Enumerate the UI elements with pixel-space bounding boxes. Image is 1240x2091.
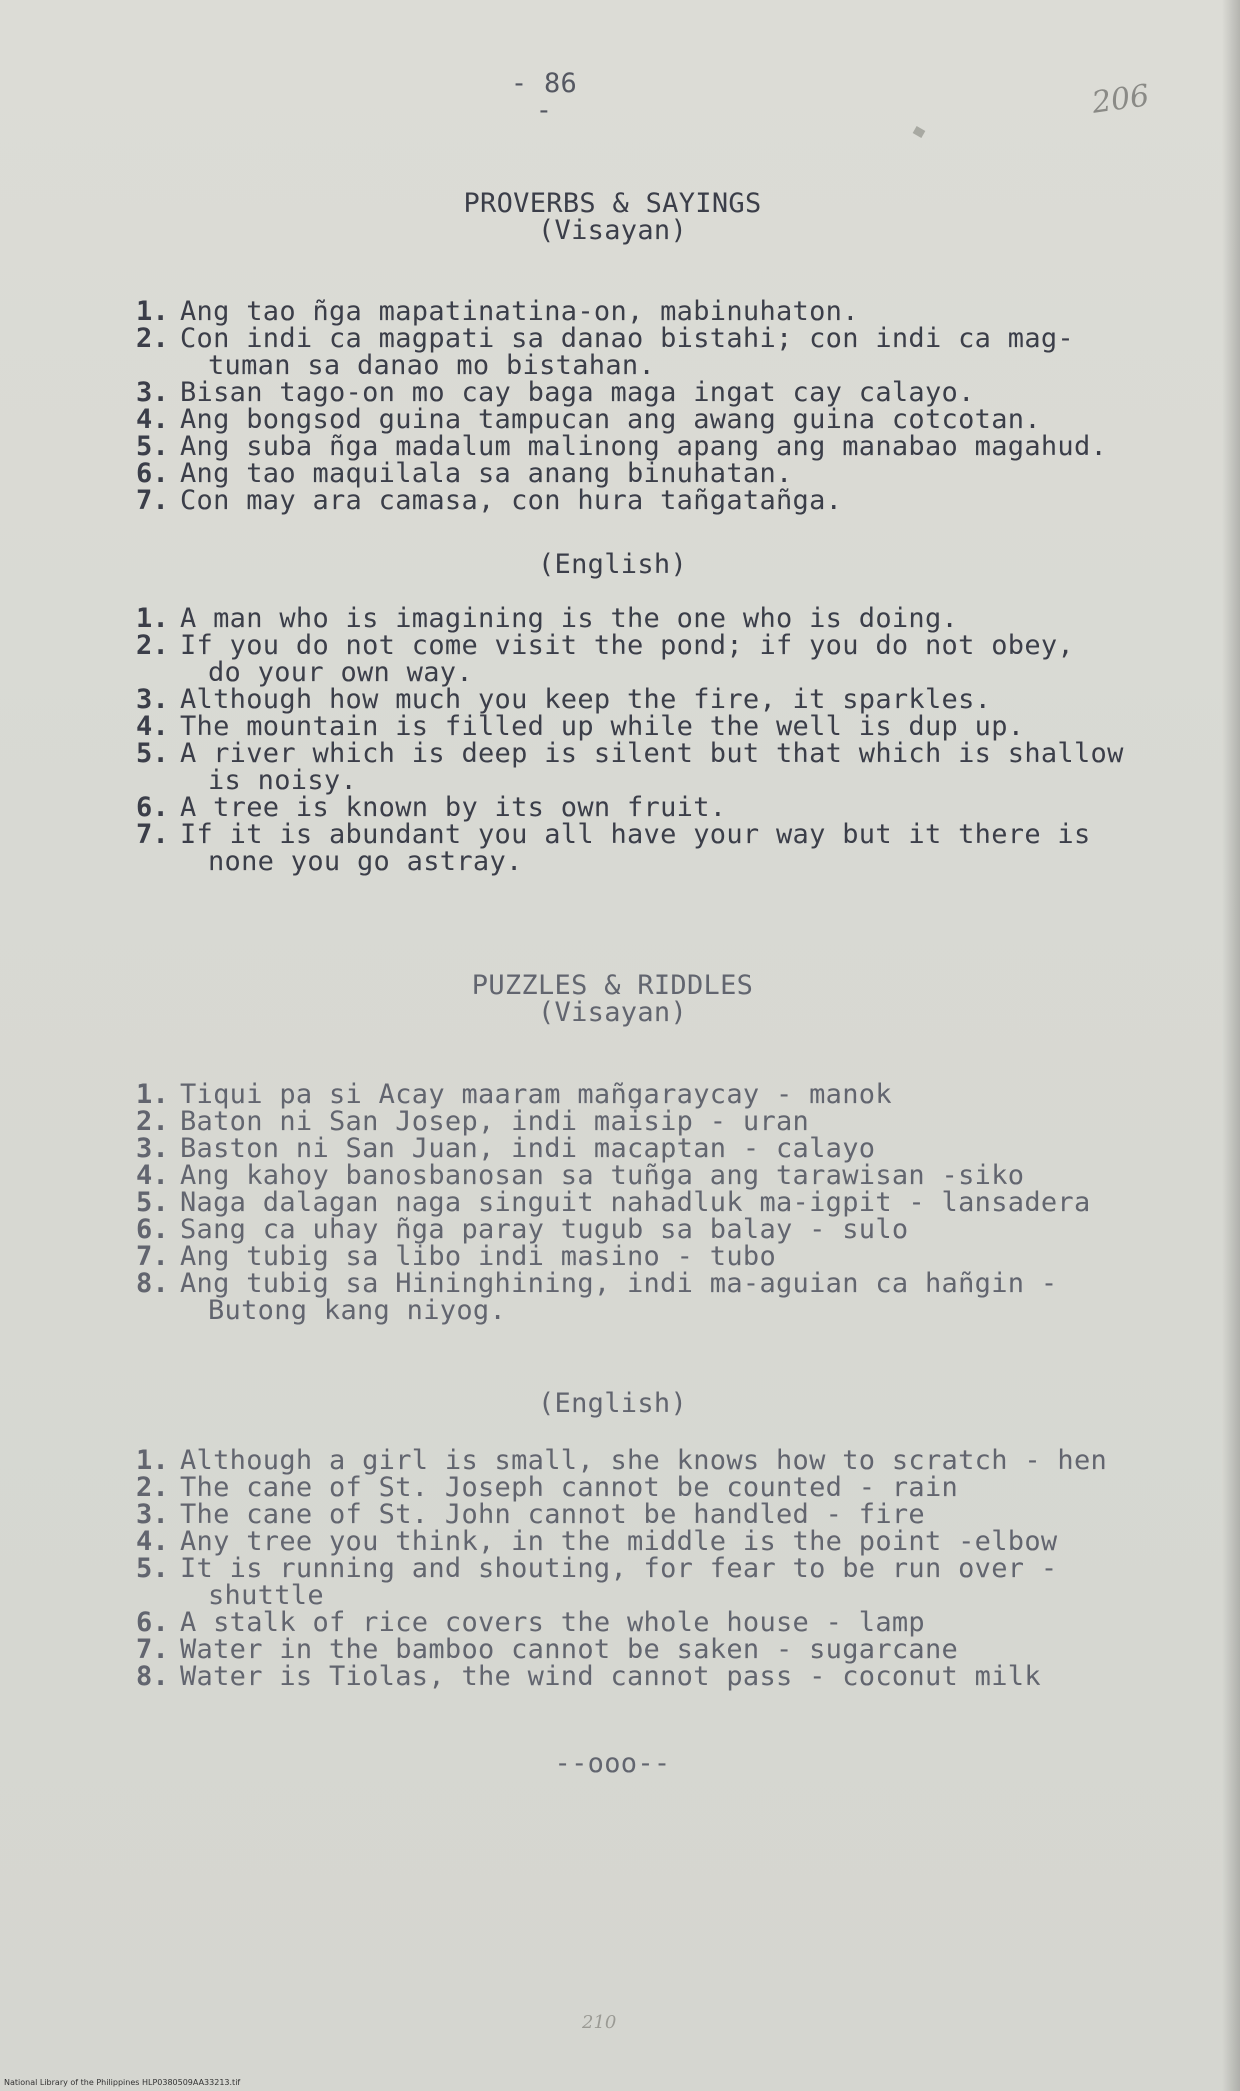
- item-number: 1.: [136, 296, 170, 327]
- item-number: 4.: [136, 404, 170, 435]
- item-continuation: do your own way.: [208, 657, 473, 688]
- item-continuation: tuman sa danao mo bistahan.: [208, 350, 655, 381]
- item-number: 5.: [136, 1553, 170, 1584]
- list-item: [136, 1216, 1091, 1243]
- proverbs-english-label: (English): [538, 549, 687, 580]
- list-item: [136, 433, 1107, 460]
- archive-footer: National Library of the Philippines HLP0380509AA33213.tif: [4, 2078, 241, 2087]
- item-number: 7.: [136, 819, 170, 850]
- item-text: The cane of St. John cannot be handled - fire: [180, 1499, 925, 1530]
- item-text: Ang suba ñga madalum malinong apang ang manabao magahud.: [180, 431, 1108, 462]
- list-item: [136, 1501, 1107, 1528]
- puzzles-title: PUZZLES & RIDDLES: [471, 970, 754, 1001]
- item-number: 4.: [136, 1526, 170, 1557]
- list-item: [136, 794, 1124, 821]
- item-text: Ang tubig sa libo indi masino - tubo: [180, 1241, 776, 1272]
- list-item: [136, 686, 1124, 713]
- item-number: 3.: [136, 684, 170, 715]
- list-item: [136, 821, 1124, 875]
- proverbs-visayan-list: [136, 298, 1107, 514]
- item-text: The cane of St. Joseph cannot be counted - rain: [180, 1472, 959, 1503]
- item-continuation: is noisy.: [208, 765, 357, 796]
- item-text: Tiqui pa si Acay maaram mañgaraycay - manok: [180, 1079, 892, 1110]
- list-item: [136, 1243, 1091, 1270]
- item-number: 1.: [136, 603, 170, 634]
- list-item: [136, 1135, 1091, 1162]
- page-number: - 86 -: [510, 68, 578, 126]
- list-item: [136, 1474, 1107, 1501]
- item-text: Ang kahoy banosbanosan sa tuñga ang tarawisan -siko: [180, 1160, 1025, 1191]
- list-item: [136, 1189, 1091, 1216]
- puzzles-english-label: (English): [538, 1388, 687, 1419]
- list-item: [136, 460, 1107, 487]
- list-item: [136, 1636, 1107, 1663]
- ending-mark: --ooo--: [554, 1748, 671, 1779]
- item-text: Bisan tago-on mo cay baga maga ingat cay calayo.: [180, 377, 975, 408]
- item-text: Ang bongsod guina tampucan ang awang guina cotcotan.: [180, 404, 1041, 435]
- list-item: [136, 1447, 1107, 1474]
- ink-smudge: [913, 126, 926, 138]
- item-continuation: none you go astray.: [208, 846, 523, 877]
- list-item: [136, 632, 1124, 686]
- item-number: 7.: [136, 485, 170, 516]
- item-number: 5.: [136, 431, 170, 462]
- proverbs-visayan-label: (Visayan): [538, 215, 687, 246]
- item-text: A tree is known by its own fruit.: [180, 792, 727, 823]
- item-text: Naga dalagan naga singuit nahadluk ma-igpit - lansadera: [180, 1187, 1091, 1218]
- list-item: [136, 713, 1124, 740]
- item-number: 3.: [136, 1133, 170, 1164]
- item-text: Con may ara camasa, con hura tañgatañga.: [180, 485, 843, 516]
- item-text: A man who is imagining is the one who is doing.: [180, 603, 959, 634]
- item-text: Con indi ca magpati sa danao bistahi; con indi ca mag-: [180, 323, 1074, 354]
- item-number: 3.: [136, 377, 170, 408]
- list-item: [136, 740, 1124, 794]
- puzzles-visayan-label: (Visayan): [538, 997, 687, 1028]
- item-text: A stalk of rice covers the whole house - lamp: [180, 1607, 925, 1638]
- list-item: [136, 1528, 1107, 1555]
- item-text: Baston ni San Juan, indi macaptan - calayo: [180, 1133, 876, 1164]
- item-text: Although a girl is small, she knows how to scratch - hen: [180, 1445, 1108, 1476]
- proverbs-english-list: [136, 605, 1124, 875]
- list-item: [136, 298, 1107, 325]
- list-item: [136, 1555, 1107, 1609]
- item-text: A river which is deep is silent but that which is shallow: [180, 738, 1124, 769]
- list-item: [136, 1108, 1091, 1135]
- item-text: Although how much you keep the fire, it sparkles.: [180, 684, 992, 715]
- item-number: 6.: [136, 1607, 170, 1638]
- item-number: 2.: [136, 323, 170, 354]
- item-number: 3.: [136, 1499, 170, 1530]
- proverbs-title: PROVERBS & SAYINGS: [463, 188, 762, 219]
- item-continuation: Butong kang niyog.: [208, 1295, 506, 1326]
- item-number: 4.: [136, 1160, 170, 1191]
- list-item: [136, 1162, 1091, 1189]
- list-item: [136, 379, 1107, 406]
- list-item: [136, 406, 1107, 433]
- item-number: 6.: [136, 792, 170, 823]
- item-number: 5.: [136, 1187, 170, 1218]
- puzzles-english-list: [136, 1447, 1107, 1690]
- item-number: 2.: [136, 1106, 170, 1137]
- item-number: 2.: [136, 630, 170, 661]
- item-text: If you do not come visit the pond; if you do not obey,: [180, 630, 1074, 661]
- item-continuation: shuttle: [208, 1580, 324, 1611]
- list-item: [136, 1663, 1107, 1690]
- list-item: [136, 605, 1124, 632]
- item-text: Any tree you think, in the middle is the point -elbow: [180, 1526, 1058, 1557]
- item-number: 5.: [136, 738, 170, 769]
- item-number: 1.: [136, 1445, 170, 1476]
- item-text: It is running and shouting, for fear to be run over -: [180, 1553, 1058, 1584]
- item-number: 1.: [136, 1079, 170, 1110]
- list-item: [136, 487, 1107, 514]
- item-text: Baton ni San Josep, indi maisip - uran: [180, 1106, 810, 1137]
- item-text: Ang tao maquilala sa anang binuhatan.: [180, 458, 793, 489]
- item-number: 6.: [136, 458, 170, 489]
- page-stamp: 210: [582, 2012, 617, 2033]
- list-item: [136, 1270, 1091, 1324]
- item-text: Ang tao ñga mapatinatina-on, mabinuhaton.: [180, 296, 859, 327]
- item-text: If it is abundant you all have your way but it there is: [180, 819, 1091, 850]
- item-number: 6.: [136, 1214, 170, 1245]
- list-item: [136, 325, 1107, 379]
- list-item: [136, 1609, 1107, 1636]
- list-item: [136, 1081, 1091, 1108]
- item-text: Ang tubig sa Hininghining, indi ma-aguian ca hañgin -: [180, 1268, 1058, 1299]
- folio-number: 206: [1089, 78, 1152, 121]
- puzzles-visayan-list: [136, 1081, 1091, 1324]
- item-number: 8.: [136, 1661, 170, 1692]
- item-number: 7.: [136, 1634, 170, 1665]
- item-text: Water in the bamboo cannot be saken - sugarcane: [180, 1634, 959, 1665]
- item-text: Sang ca uhay ñga paray tugub sa balay - sulo: [180, 1214, 909, 1245]
- item-text: Water is Tiolas, the wind cannot pass - coconut milk: [180, 1661, 1041, 1692]
- item-number: 8.: [136, 1268, 170, 1299]
- item-number: 4.: [136, 711, 170, 742]
- item-text: The mountain is filled up while the well is dup up.: [180, 711, 1025, 742]
- item-number: 7.: [136, 1241, 170, 1272]
- item-number: 2.: [136, 1472, 170, 1503]
